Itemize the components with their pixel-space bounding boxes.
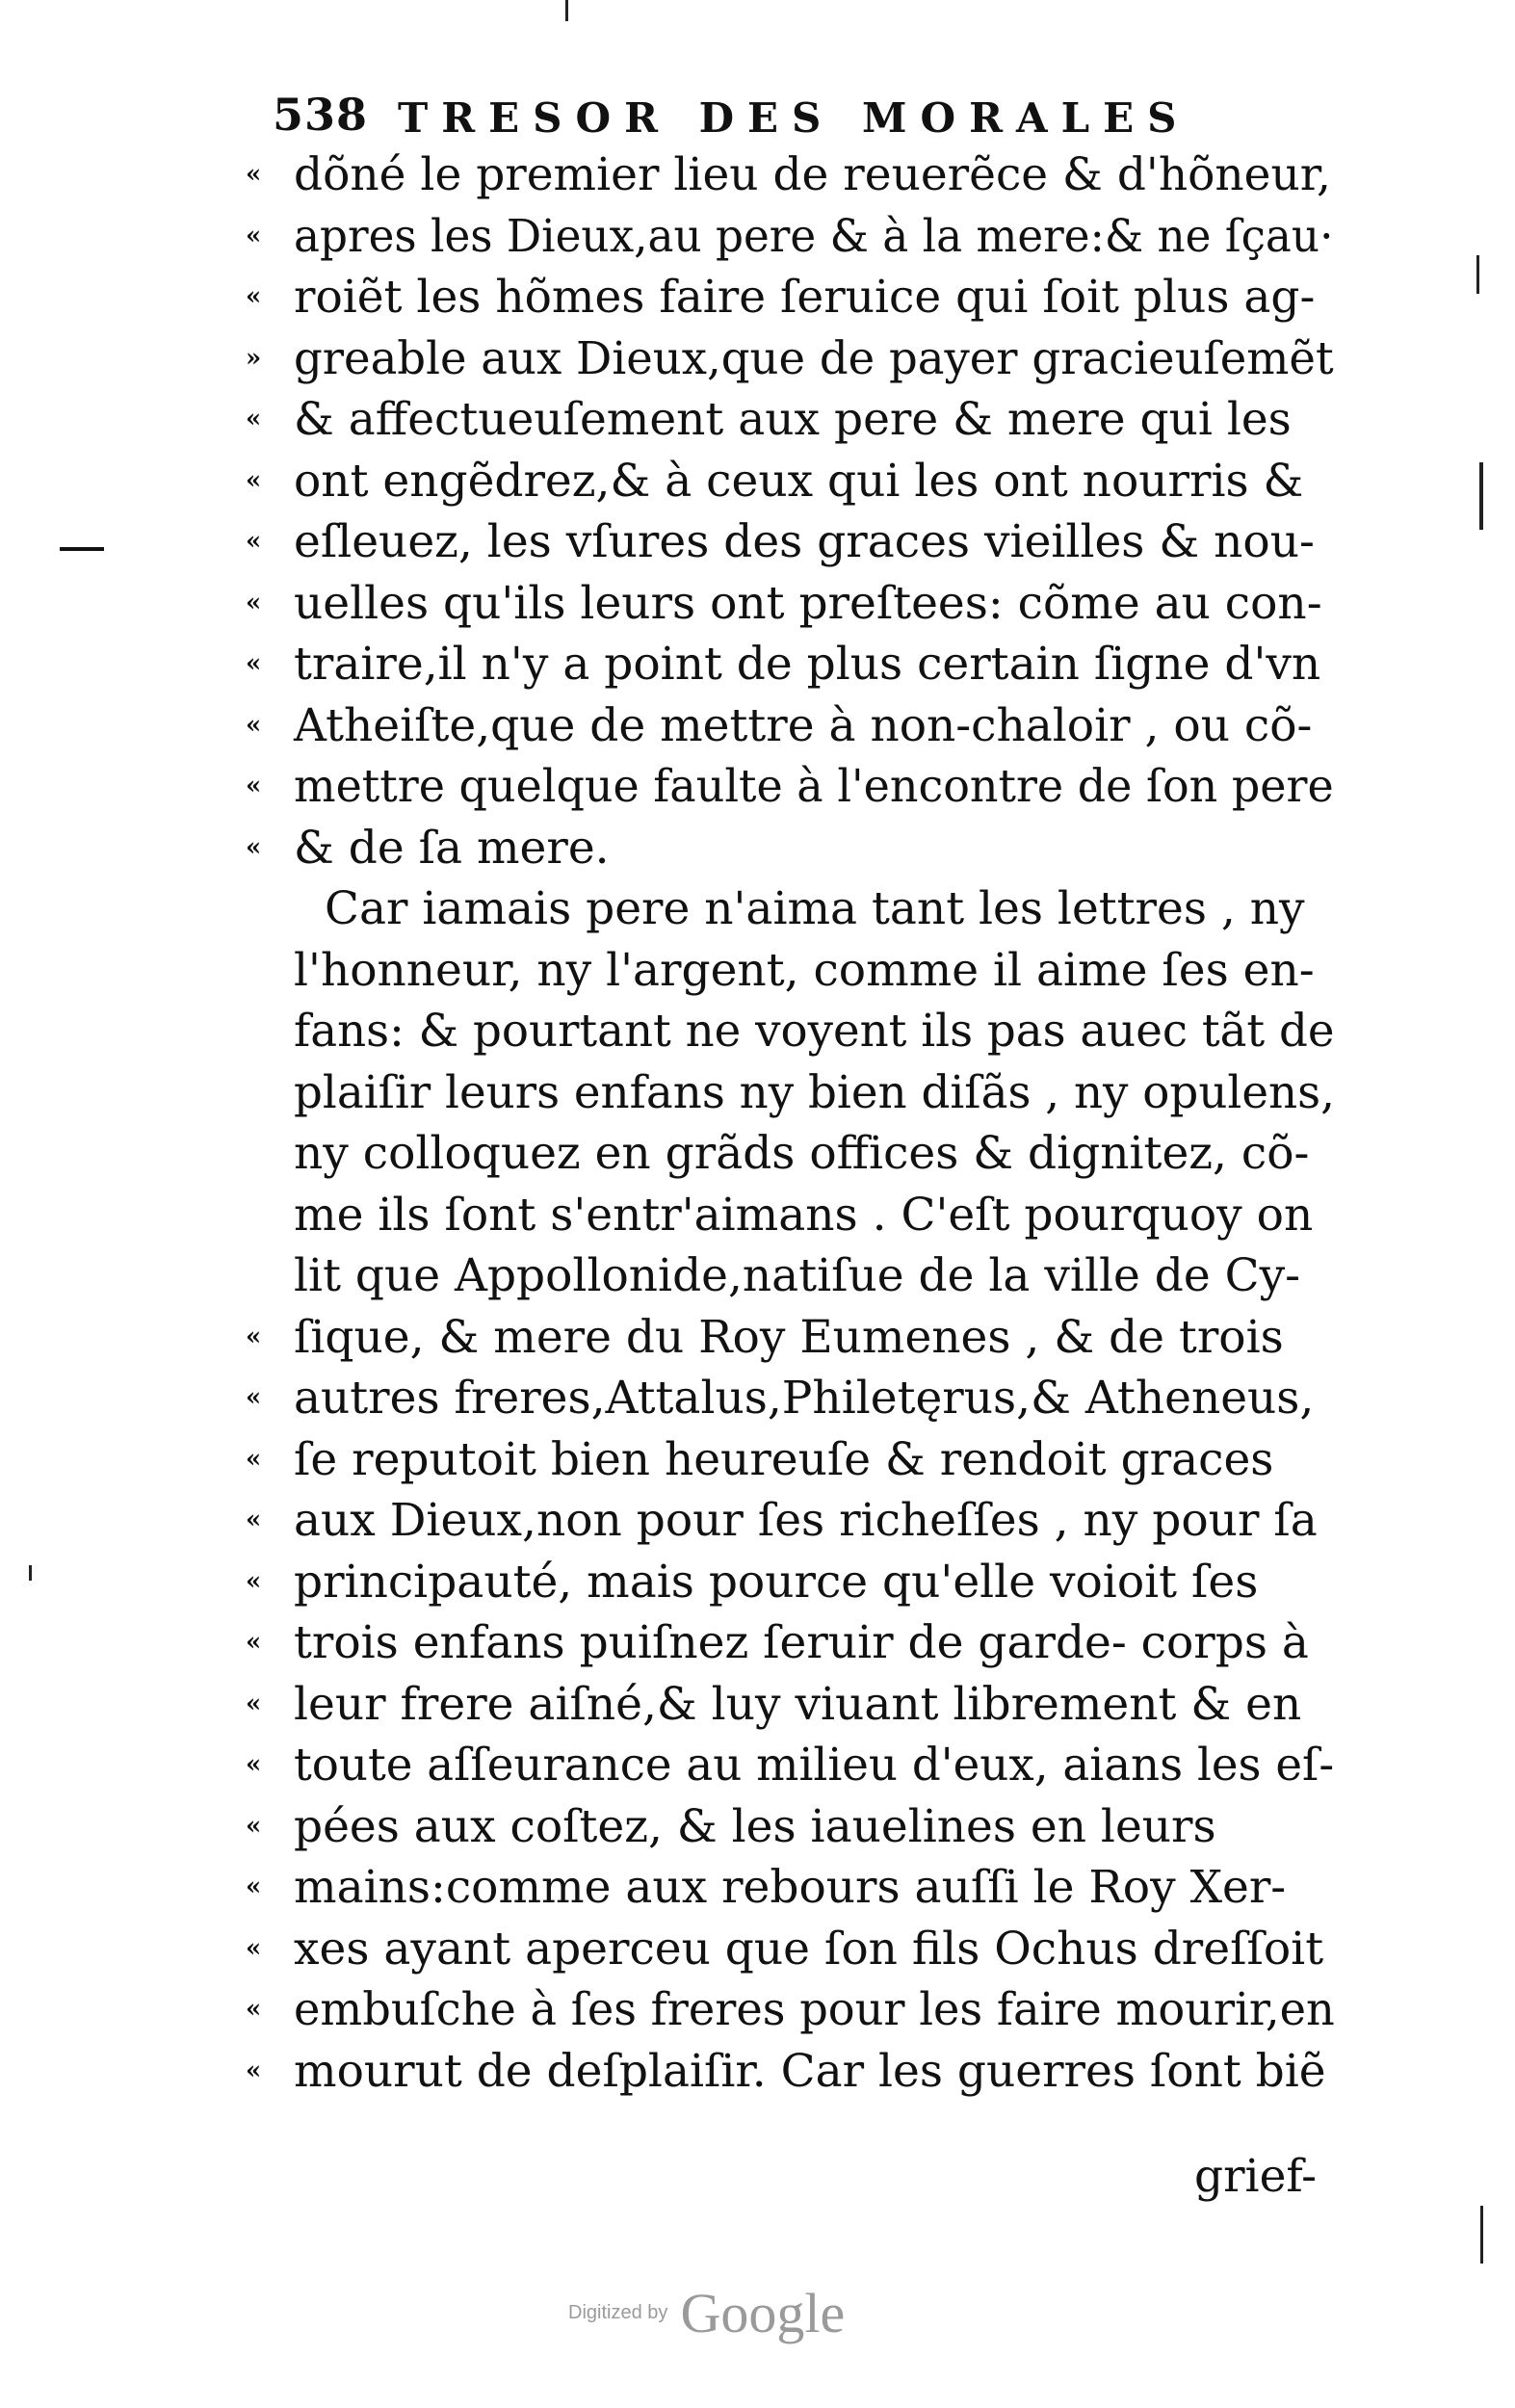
text-line	[246, 1368, 1353, 1429]
scan-mark	[1476, 255, 1479, 294]
line-text: autres freres,Attalus,Philetęrus,& Atheneus,	[294, 1372, 1315, 1425]
text-line	[246, 206, 1353, 268]
line-text: fans: & pourtant ne voyent ils pas auec tãt de	[294, 1005, 1335, 1058]
line-text: embuſche à ſes freres pour les faire mourir,en	[294, 1983, 1335, 2036]
text-line	[246, 818, 1353, 879]
line-text: lit que Appollonide,natiſue de la ville de Cy-	[294, 1249, 1301, 1302]
quotation-marker: «	[246, 1995, 262, 2024]
line-text: Car iamais pere n'aima tant les lettres , ny	[325, 882, 1305, 935]
quotation-marker: «	[246, 1811, 262, 1841]
text-line	[246, 1307, 1353, 1369]
quotation-marker: «	[246, 405, 262, 433]
line-text: ſique, & mere du Roy Eumenes , & de trois	[294, 1310, 1284, 1364]
quotation-marker: «	[246, 2055, 262, 2085]
scan-mark	[565, 0, 568, 21]
quotation-marker: «	[246, 1750, 262, 1779]
line-text: plaiſir leurs enfans ny bien diſãs , ny opulens,	[294, 1065, 1335, 1119]
text-line	[246, 511, 1353, 573]
quotation-marker: «	[246, 588, 262, 617]
text-line	[246, 1735, 1353, 1796]
text-line	[246, 267, 1353, 328]
quotation-marker: «	[246, 1628, 262, 1657]
text-line	[246, 1612, 1353, 1674]
line-text: xes ayant aperceu que ſon fils Ochus dreſſoit	[294, 1922, 1324, 1976]
scan-mark	[1479, 462, 1483, 530]
text-line	[246, 878, 1353, 940]
quotation-marker: «	[246, 1505, 262, 1534]
line-text: toute aſſeurance au milieu d'eux, aians les eſ-	[294, 1739, 1335, 1792]
text-line	[246, 144, 1353, 206]
line-text: leur frere aiſné,& luy viuant librement & en	[294, 1677, 1302, 1731]
text-line	[246, 1857, 1353, 1919]
line-text: me ils ſont s'entr'aimans . C'eſt pourquoy on	[294, 1188, 1314, 1242]
line-text: l'honneur, ny l'argent, comme il aime ſes en-	[294, 943, 1315, 997]
margin-dash	[60, 547, 104, 551]
quotation-marker: »	[246, 343, 262, 373]
scan-mark	[1480, 2206, 1483, 2264]
quotation-marker: «	[246, 465, 262, 495]
line-text: Atheiſte,que de mettre à non-chaloir , ou cõ-	[294, 698, 1313, 752]
quotation-marker: «	[246, 1383, 262, 1412]
line-text: ſe reputoit bien heureuſe & rendoit graces	[294, 1432, 1274, 1486]
text-line	[246, 1919, 1353, 1980]
line-text: principauté, mais pource qu'elle voioit ſes	[294, 1555, 1259, 1609]
quotation-marker: «	[246, 282, 262, 311]
line-text: ny colloquez en grãds offices & dignitez, cõ-	[294, 1127, 1310, 1180]
text-line	[246, 1123, 1353, 1185]
text-line	[246, 389, 1353, 451]
watermark-prefix: Digitized by	[568, 2302, 668, 2323]
quotation-marker: «	[246, 1933, 262, 1963]
digitized-by-google-watermark	[568, 2281, 845, 2348]
line-text: traire,il n'y a point de plus certain ſigne d'vn	[294, 638, 1321, 691]
line-text: roiẽt les hõmes faire ſeruice qui ſoit plus ag-	[294, 271, 1316, 324]
quotation-marker: «	[246, 1566, 262, 1596]
text-line	[246, 1245, 1353, 1307]
text-line	[246, 940, 1353, 1002]
running-title: TRESOR DES MORALES	[398, 94, 1190, 142]
text-line	[246, 756, 1353, 818]
line-text: eſleuez, les vſures des graces vieilles & nou-	[294, 515, 1315, 568]
quotation-marker: «	[246, 1872, 262, 1901]
line-text: mourut de deſplaiſir. Car les guerres ſont biẽ	[294, 2044, 1326, 2098]
quotation-marker: «	[246, 527, 262, 556]
line-text: mettre quelque faulte à l'encontre de ſon pere	[294, 760, 1334, 813]
line-text: & affectueuſement aux pere & mere qui les	[294, 393, 1292, 446]
line-text: mains:comme aux rebours auſſi le Roy Xer-	[294, 1861, 1287, 1914]
line-text: & de ſa mere.	[294, 821, 610, 875]
line-text: dõné le premier lieu de reuerẽce & d'hõneur,	[294, 148, 1331, 201]
page-header	[273, 89, 1332, 148]
text-line	[246, 695, 1353, 757]
text-line	[246, 573, 1353, 635]
catchword: grief-	[1194, 2150, 1318, 2203]
quotation-marker: «	[246, 1322, 262, 1351]
text-line	[246, 1979, 1353, 2041]
line-text: trois enfans puiſnez ſeruir de garde- corps à	[294, 1616, 1309, 1669]
line-text: apres les Dieux,au pere & à la mere:& ne ſçau·	[294, 209, 1334, 263]
scan-mark	[29, 1565, 32, 1581]
quotation-marker: «	[246, 221, 262, 250]
quotation-marker: «	[246, 1688, 262, 1718]
text-line	[246, 1796, 1353, 1858]
text-line	[246, 1552, 1353, 1613]
text-line	[246, 1062, 1353, 1124]
text-line	[246, 1674, 1353, 1736]
text-line	[246, 634, 1353, 695]
quotation-marker: «	[246, 160, 262, 189]
text-line	[246, 451, 1353, 512]
quotation-marker: «	[246, 649, 262, 678]
text-line	[246, 1429, 1353, 1491]
line-text: greable aux Dieux,que de payer gracieuſemẽt	[294, 331, 1334, 385]
quotation-marker: «	[246, 832, 262, 862]
text-line	[246, 1185, 1353, 1246]
quotation-marker: «	[246, 1444, 262, 1474]
line-text: pées aux coſtez, & les iauelines en leurs	[294, 1799, 1216, 1853]
text-line	[246, 1490, 1353, 1552]
text-line	[246, 328, 1353, 390]
line-text: ont engẽdrez,& à ceux qui les ont nourris &	[294, 454, 1304, 508]
text-line	[246, 1001, 1353, 1062]
google-logo: Google	[680, 2282, 846, 2344]
quotation-marker: «	[246, 772, 262, 800]
quotation-marker: «	[246, 710, 262, 740]
line-text: aux Dieux,non pour ſes richeſſes , ny pour ſa	[294, 1494, 1318, 1547]
line-text: uelles qu'ils leurs ont preſtees: cõme au con-	[294, 576, 1322, 630]
body-text	[246, 144, 1353, 2102]
text-line	[246, 2041, 1353, 2103]
page-number: 538	[273, 89, 369, 141]
